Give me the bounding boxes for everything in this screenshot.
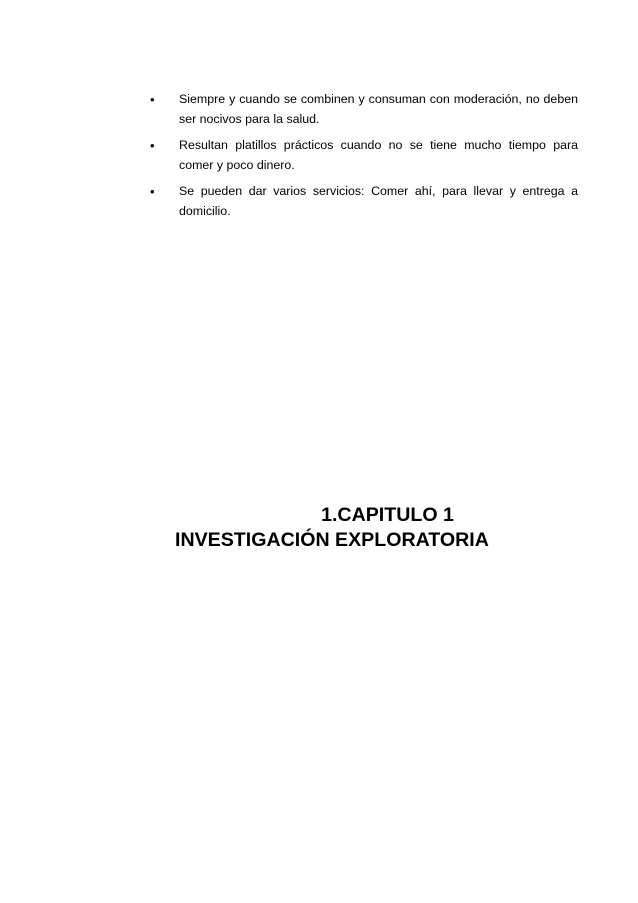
chapter-subtitle: INVESTIGACIÓN EXPLORATORIA [175,529,489,551]
bullet-text: Siempre y cuando se combinen y consuman con moderación, no deben ser nocivos para la salud. [179,92,578,126]
list-item [148,136,578,175]
bullet-list [148,90,578,228]
list-item [148,90,578,129]
bullet-marker: • [150,184,155,199]
chapter-number-title: 1.CAPITULO 1 [321,504,454,526]
list-item [148,182,578,221]
bullet-marker: • [150,138,155,153]
bullet-marker: • [150,92,155,107]
bullet-text: Se pueden dar varios servicios: Comer ahí, para llevar y entrega a domicilio. [179,184,578,218]
chapter-heading [150,503,575,553]
bullet-text: Resultan platillos prácticos cuando no se tiene mucho tiempo para comer y poco dinero. [179,138,578,172]
